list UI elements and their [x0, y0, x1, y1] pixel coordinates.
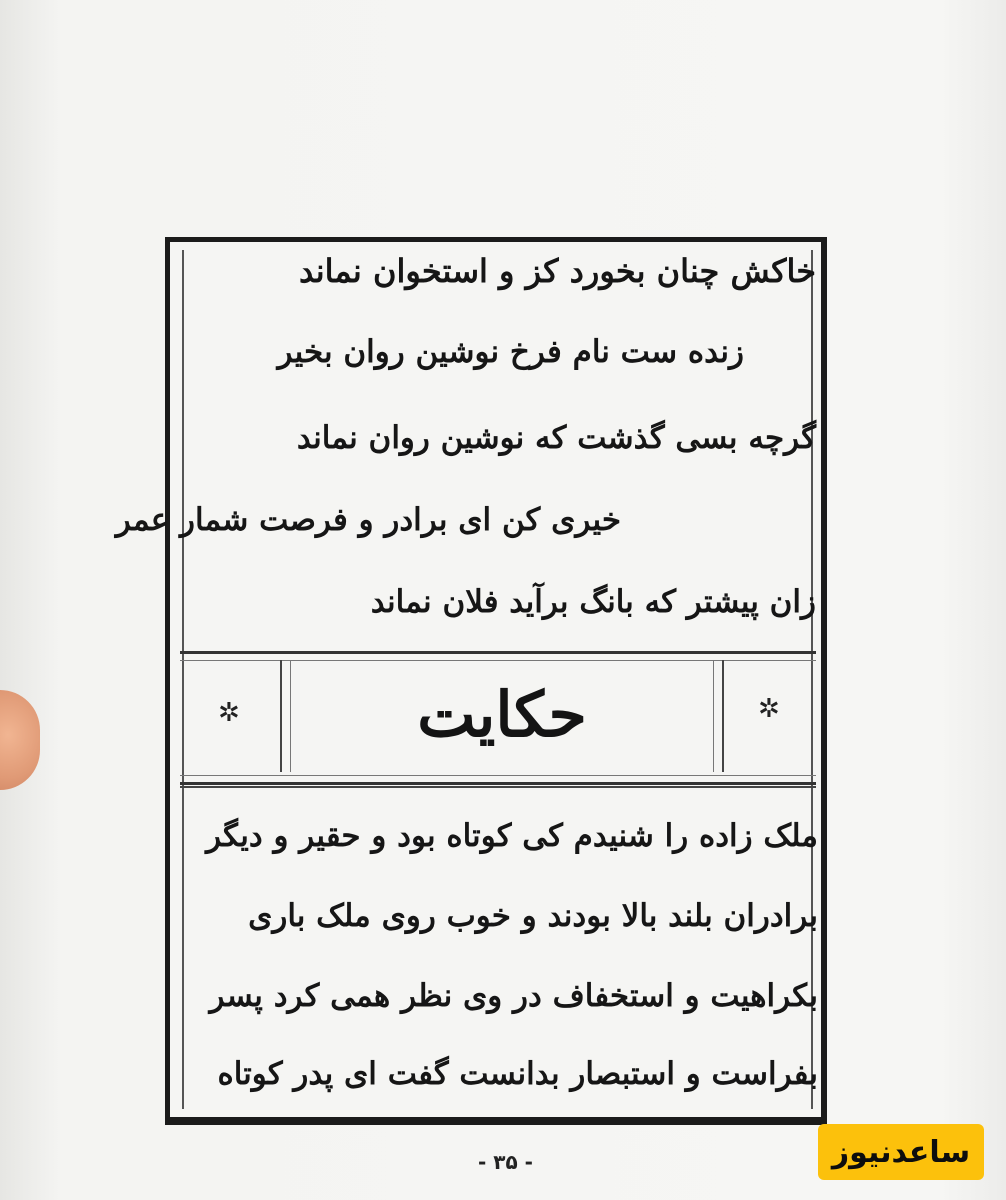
title-cartouche: [280, 660, 724, 772]
body-line-4: بفراست و استبصار بدانست گفت ای پدر کوتاه: [217, 1056, 818, 1092]
header-rule-bottom: [180, 775, 816, 776]
verse-line-1: خاکش چنان بخورد کز و استخوان نماند: [298, 252, 816, 290]
section-header-band: [180, 651, 816, 785]
watermark-logo: [818, 1124, 984, 1180]
ornament-star-left-icon: ✲: [218, 698, 240, 728]
page-number: - ۳۵ -: [478, 1150, 533, 1174]
body-top-rule: [180, 786, 816, 788]
verse-line-5: زان پیشتر که بانگ برآید فلان نماند: [370, 584, 816, 620]
section-title: حکایت: [417, 678, 587, 751]
watermark-text: ساعدنیوز: [831, 1134, 971, 1170]
body-line-1: ملک زاده را شنیدم کی کوتاه بود و حقیر و دیگر: [206, 818, 818, 854]
ornament-star-right-icon: ✲: [758, 694, 780, 724]
body-line-2: برادران بلند بالا بودند و خوب روی ملک باری: [248, 898, 818, 934]
verse-line-3: گرچه بسی گذشت که نوشین روان نماند: [296, 420, 816, 456]
body-line-3: بکراهیت و استخفاف در وی نظر همی کرد پسر: [209, 978, 818, 1014]
verse-line-2: زنده ست نام فرخ نوشین روان بخیر: [277, 334, 744, 370]
verse-line-4: خیری کن ای برادر و فرصت شمار عمر: [115, 502, 621, 538]
